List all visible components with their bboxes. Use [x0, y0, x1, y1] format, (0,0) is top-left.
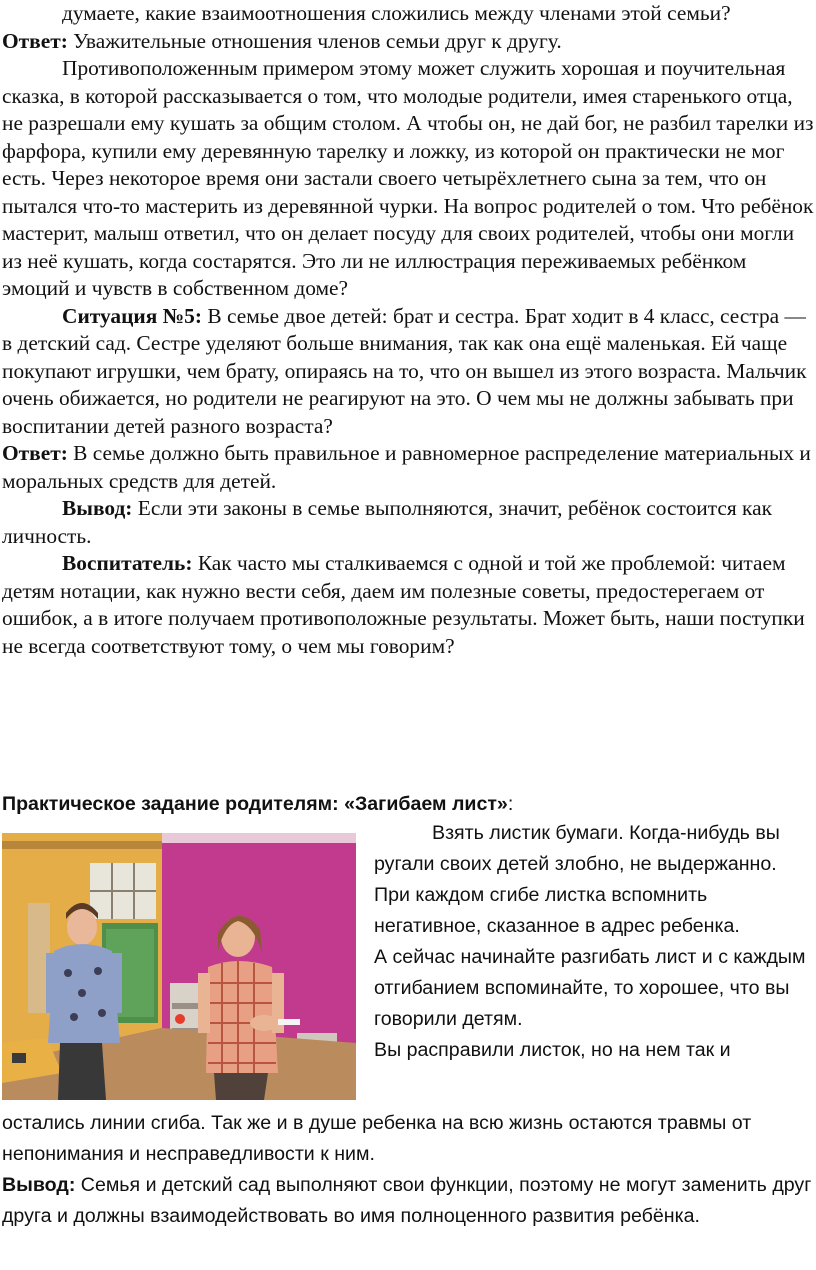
- educator-label: Воспитатель:: [62, 551, 193, 575]
- practical-task-text: [374, 818, 814, 1066]
- paragraph-situation-5: [2, 303, 816, 441]
- answer-label: Ответ:: [2, 28, 68, 53]
- task-instruction-1: [374, 818, 814, 942]
- practical-task-heading: [2, 789, 814, 820]
- paragraph-text: остались линии сгиба. Так же и в душе ребенка на всю жизнь остаются травмы от непонимания и несправедливости к ним.: [2, 1112, 752, 1165]
- paragraph-text: А сейчас начинайте разгибать лист и с каждым отгибанием вспоминайте, то хорошее, что вы говорили детям.: [374, 946, 806, 1030]
- paragraph-text: Противоположенным примером этому может служить хорошая и поучительная сказка, в которой рассказывается о том, что молодые родители, имея старенького отца, не разрешали ему кушать за общим столом. А чтобы он, не дай бог, не разбил тарелки из фарфора, купили ему деревянную тарелку и ложку, из которой он практически не мог есть. Через некоторое время они застали своего четырёхлетнего сына за тем, что он пытался что-то мастерить из деревянной чурки. На вопрос родителей о том. Что ребёнок мастерит, малыш ответил, что он делает посуду для своих родителей, чтобы они могли из неё кушать, когда состарятся. Это ли не иллюстрация переживаемых ребёнком эмоций и чувств в собственном доме?: [2, 56, 814, 300]
- task-instruction-2: [374, 942, 814, 1035]
- paragraph-text: Вы расправили листок, но на нем так и: [374, 1039, 731, 1061]
- paragraph-text: Взять листик бумаги. Когда-нибудь вы ругали своих детей злобно, не выдержанно. При каждом сгибе листка вспомнить негативное, сказанное в адрес ребенка.: [374, 822, 780, 937]
- main-text-block: [2, 0, 816, 660]
- paragraph-text: Если эти законы в семье выполняются, значит, ребёнок состоится как личность.: [2, 496, 772, 548]
- paragraph-answer-2: [2, 440, 816, 495]
- heading-colon: :: [507, 793, 514, 815]
- closing-text-block: [2, 1108, 814, 1232]
- paragraph-answer-1: [2, 28, 816, 56]
- conclusion-label: Вывод:: [62, 496, 133, 520]
- paragraph-text: Как часто мы сталкиваемся с одной и той же проблемой: читаем детям нотации, как нужно вести себя, даем им полезные советы, предостерегаем от ошибок, а в итоге получаем противоположные результаты. Может быть, наши поступки не всегда соответствуют тому, о чем мы говорим?: [2, 551, 805, 658]
- paragraph-text: Уважительные отношения членов семьи друг к другу.: [67, 28, 562, 53]
- conclusion-label: Вывод:: [2, 1174, 76, 1196]
- parents-photo: [2, 833, 356, 1100]
- paragraph-text: В семье двое детей: брат и сестра. Брат ходит в 4 класс, сестра — в детский сад. Сестре уделяют больше внимания, так как она ещё маленькая. Ей чаще покупают игрушки, чем брату, опираясь на то, что он вышел из этого возраста. Мальчик очень обижается, но родители не реагируют на это. О чем мы не должны забывать при воспитании детей разного возраста?: [2, 303, 807, 438]
- task-instruction-3-end: [2, 1108, 814, 1170]
- photo-illustration: [2, 833, 356, 1100]
- paragraph-text: Семья и детский сад выполняют свои функции, поэтому не могут заменить друг друга и должны взаимодействовать во имя полноценного развития ребёнка.: [2, 1174, 812, 1227]
- paragraph-question-end: [2, 0, 816, 28]
- paragraph-text: В семье должно быть правильное и равномерное распределение материальных и моральных средств для детей.: [2, 441, 811, 493]
- situation-label: Ситуация №5:: [62, 303, 202, 328]
- task-instruction-3-start: [374, 1035, 814, 1066]
- answer-label: Ответ:: [2, 441, 68, 465]
- final-conclusion: [2, 1170, 814, 1232]
- paragraph-conclusion-1: [2, 495, 816, 550]
- paragraph-educator: [2, 550, 816, 660]
- heading-text: Практическое задание родителям: «Загибаем лист»: [2, 793, 508, 815]
- paragraph-fairy-tale: [2, 55, 816, 303]
- paragraph-text: думаете, какие взаимоотношения сложились между членами этой семьи?: [62, 1, 731, 25]
